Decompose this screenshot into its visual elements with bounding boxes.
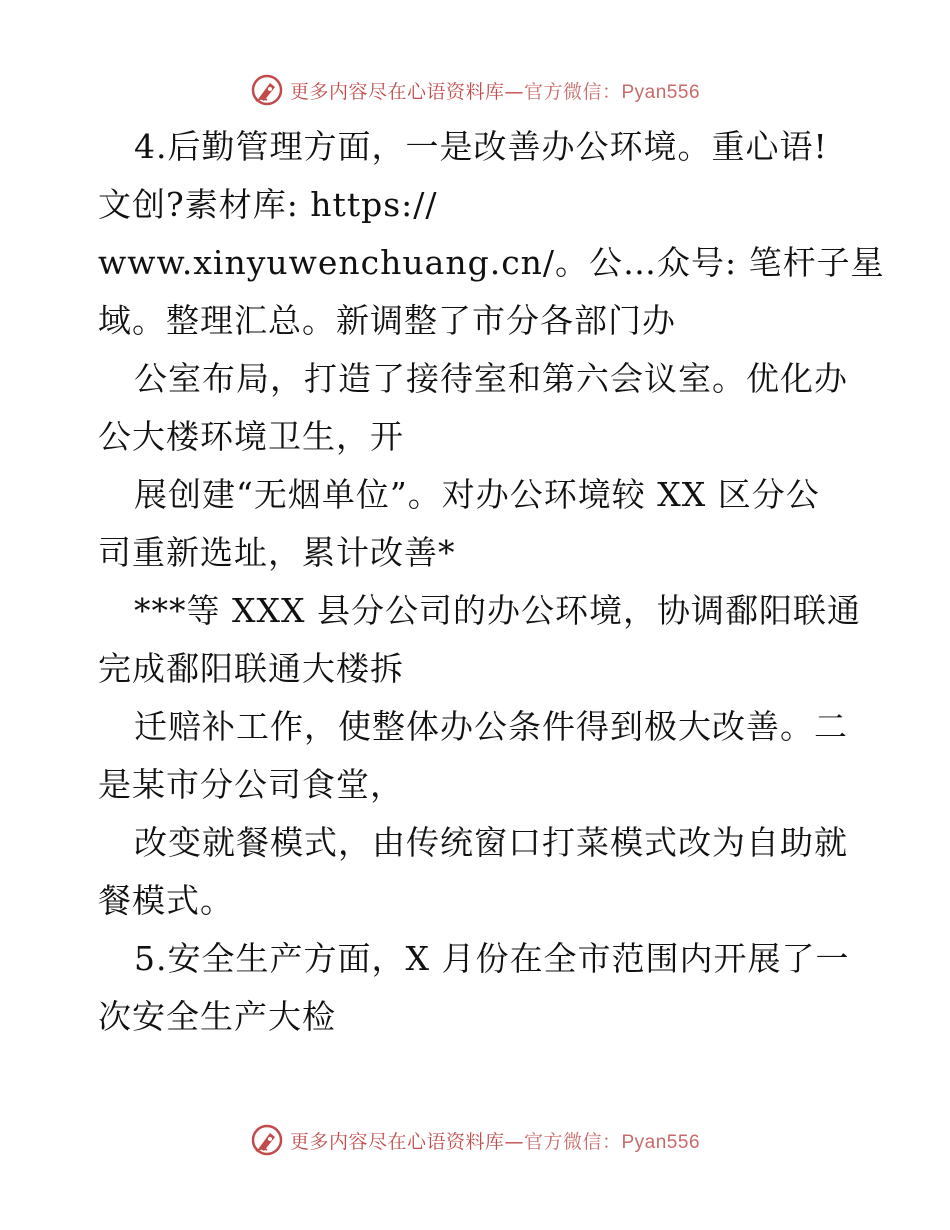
header-banner [0,70,950,110]
pen-nib-logo-icon [250,73,284,107]
banner-wechat: 官方微信：Pyan556 [524,81,701,103]
banner-title: 更多内容尽在心语资料库 [289,1130,505,1153]
text-line: 公室布局，打造了接待室和第六会议室。优化办 [134,359,848,398]
text-line: 展创建“无烟单位”。对办公环境较 XX 区分公 [134,475,820,514]
text-line: 文创?素材库: https:// [98,185,438,224]
banner-wechat: 官方微信：Pyan556 [524,1131,701,1153]
banner-text [290,77,700,104]
banner-separator: — [504,80,524,103]
footer-banner [0,1120,950,1160]
text-line: ***等 XXX 县分公司的办公环境，协调鄱阳联通 [134,591,861,630]
pen-nib-logo-icon [250,1123,284,1157]
document-body [98,118,885,1046]
text-line: 公大楼环境卫生，开 [98,417,404,456]
text-line: 迁赔补工作，使整体办公条件得到极大改善。二 [134,707,848,746]
text-line: 域。整理汇总。新调整了市分各部门办 [98,301,676,340]
header-banner-content [250,73,700,107]
text-line: 餐模式。 [98,881,234,920]
text-line: 是某市分公司食堂， [98,765,404,804]
text-line: 完成鄱阳联通大楼拆 [98,649,404,688]
text-line: 改变就餐模式，由传统窗口打菜模式改为自助就 [134,823,848,862]
text-line: 4.后勤管理方面，一是改善办公环境。重心语! [134,127,828,166]
banner-text [290,1127,700,1154]
banner-separator: — [504,1130,524,1153]
footer-banner-content [250,1123,700,1157]
text-line: 5.安全生产方面，X 月份在全市范围内开展了一 [134,939,850,978]
text-line: www.xinyuwenchuang.cn/。公…众号: 笔杆子星 [98,243,885,282]
banner-title: 更多内容尽在心语资料库 [289,80,505,103]
text-line: 司重新选址，累计改善* [98,533,456,572]
text-line: 次安全生产大检 [98,997,336,1036]
